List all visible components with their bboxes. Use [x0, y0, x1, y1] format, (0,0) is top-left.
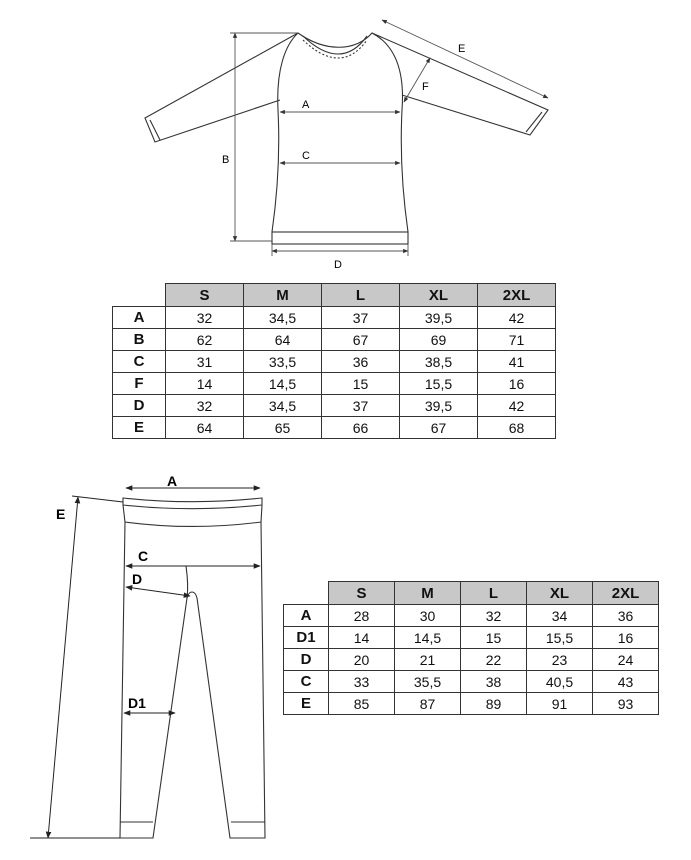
table-row: [284, 649, 659, 671]
shirt-label-e: E: [458, 43, 466, 55]
table-cell: 15,5: [527, 627, 593, 649]
table-cell: 34,5: [244, 395, 322, 417]
column-header: 2XL: [593, 582, 659, 605]
pants-label-a: A: [167, 473, 178, 489]
column-header: M: [244, 284, 322, 307]
table-cell: 15: [461, 627, 527, 649]
table-row: [284, 627, 659, 649]
table-cell: 16: [593, 627, 659, 649]
table-row: [113, 351, 556, 373]
table-cell: 41: [478, 351, 556, 373]
table-cell: 15,5: [400, 373, 478, 395]
shirt-outline: [145, 33, 548, 244]
table-row: [113, 395, 556, 417]
table-row: [284, 671, 659, 693]
table-cell: 42: [478, 307, 556, 329]
table-cell: 67: [322, 329, 400, 351]
column-header: XL: [400, 284, 478, 307]
row-label: E: [284, 693, 329, 715]
table-cell: 37: [322, 395, 400, 417]
table-cell: 68: [478, 417, 556, 439]
table-cell: 32: [461, 605, 527, 627]
shirt-label-d: D: [334, 259, 342, 271]
table-cell: 31: [166, 351, 244, 373]
row-label: F: [113, 373, 166, 395]
table-cell: 34,5: [244, 307, 322, 329]
table-cell: 36: [593, 605, 659, 627]
table-cell: 66: [322, 417, 400, 439]
column-header: L: [322, 284, 400, 307]
table-row: [113, 373, 556, 395]
table-cell: 93: [593, 693, 659, 715]
row-label: D: [284, 649, 329, 671]
table-cell: 37: [322, 307, 400, 329]
table-cell: 24: [593, 649, 659, 671]
table-cell: 14,5: [395, 627, 461, 649]
row-label: D1: [284, 627, 329, 649]
table-row: [284, 693, 659, 715]
table-cell: 89: [461, 693, 527, 715]
table-cell: 14,5: [244, 373, 322, 395]
table-cell: 16: [478, 373, 556, 395]
pants-size-table: [283, 581, 659, 715]
table-cell: 33: [329, 671, 395, 693]
table-cell: 38: [461, 671, 527, 693]
shirt-diagram: [0, 0, 691, 275]
table-cell: 36: [322, 351, 400, 373]
table-header-row: [284, 582, 659, 605]
pants-label-c: C: [138, 548, 149, 564]
table-cell: 39,5: [400, 307, 478, 329]
column-header: M: [395, 582, 461, 605]
shirt-size-table: [112, 283, 556, 439]
pants-label-d: D: [132, 571, 143, 587]
table-row: [113, 417, 556, 439]
table-cell: 14: [166, 373, 244, 395]
table-row: [113, 307, 556, 329]
shirt-label-b: B: [222, 154, 230, 166]
table-cell: 22: [461, 649, 527, 671]
table-cell: 40,5: [527, 671, 593, 693]
table-header-row: [113, 284, 556, 307]
table-cell: 28: [329, 605, 395, 627]
table-cell: 23: [527, 649, 593, 671]
table-cell: 64: [166, 417, 244, 439]
shirt-label-a: A: [302, 99, 310, 111]
table-cell: 85: [329, 693, 395, 715]
table-cell: 20: [329, 649, 395, 671]
table-cell: 65: [244, 417, 322, 439]
table-cell: 87: [395, 693, 461, 715]
table-cell: 30: [395, 605, 461, 627]
table-row: [284, 605, 659, 627]
table-cell: 14: [329, 627, 395, 649]
table-cell: 34: [527, 605, 593, 627]
table-cell: 42: [478, 395, 556, 417]
column-header: XL: [527, 582, 593, 605]
column-header: 2XL: [478, 284, 556, 307]
row-label: E: [113, 417, 166, 439]
table-cell: 33,5: [244, 351, 322, 373]
row-label: D: [113, 395, 166, 417]
table-cell: 71: [478, 329, 556, 351]
row-label: A: [113, 307, 166, 329]
table-cell: 62: [166, 329, 244, 351]
table-cell: 35,5: [395, 671, 461, 693]
table-cell: 64: [244, 329, 322, 351]
pants-diagram: [0, 460, 300, 860]
shirt-label-c: C: [302, 150, 310, 162]
row-label: C: [284, 671, 329, 693]
column-header: L: [461, 582, 527, 605]
column-header: S: [329, 582, 395, 605]
table-corner: [113, 284, 166, 307]
pants-label-d1: D1: [128, 695, 146, 711]
row-label: B: [113, 329, 166, 351]
pants-label-e: E: [56, 506, 66, 522]
table-cell: 15: [322, 373, 400, 395]
table-cell: 32: [166, 395, 244, 417]
row-label: A: [284, 605, 329, 627]
table-cell: 32: [166, 307, 244, 329]
table-cell: 39,5: [400, 395, 478, 417]
table-cell: 91: [527, 693, 593, 715]
table-cell: 69: [400, 329, 478, 351]
table-row: [113, 329, 556, 351]
table-cell: 43: [593, 671, 659, 693]
row-label: C: [113, 351, 166, 373]
table-cell: 38,5: [400, 351, 478, 373]
table-corner: [284, 582, 329, 605]
column-header: S: [166, 284, 244, 307]
shirt-label-f: F: [422, 81, 429, 93]
table-cell: 67: [400, 417, 478, 439]
table-cell: 21: [395, 649, 461, 671]
